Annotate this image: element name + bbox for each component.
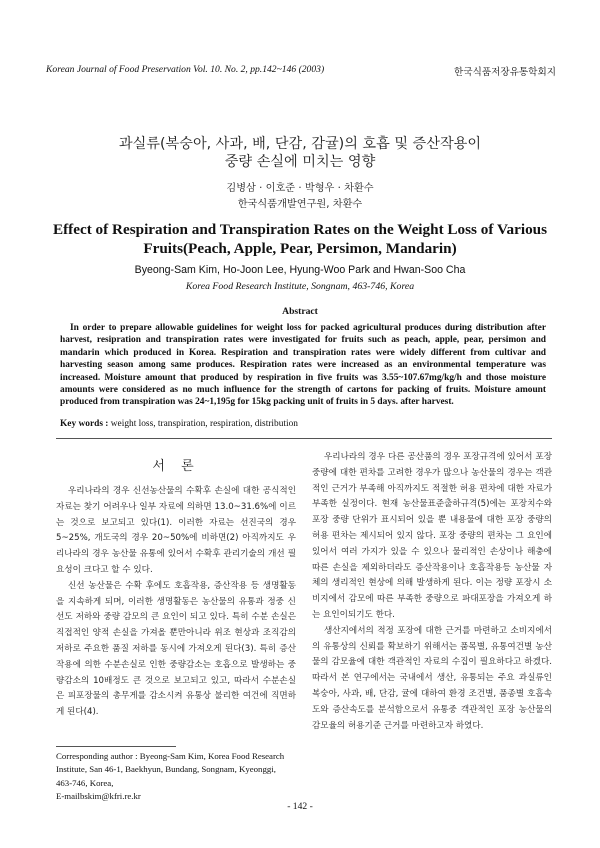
- korean-title-line-2: 중량 손실에 미치는 영향: [224, 154, 376, 170]
- english-title-line-2: Fruits(Peach, Apple, Pear, Persimon, Mandarin): [143, 240, 457, 257]
- footnote-line-3: 463-746, Korea,: [56, 777, 114, 788]
- corresponding-author-footnote: [56, 750, 298, 804]
- journal-citation: Korean Journal of Food Preservation Vol. 10. No. 2, pp.142~146 (2003): [46, 64, 325, 75]
- footnote-divider: [56, 746, 176, 747]
- abstract-text: In order to prepare allowable guidelines for weight loss for packed agricultural produces during distribution after harvest, resipration and transpiration rates were investigated for fruits such as peach, apple, pear, persimon and mandarin which produced in Korea. Respiration and transpiration rates were widely different from cultivar and harvesting season among same produces. Respiration rates were increased as an environmental temperature was increased. Moisture amount that produced by respiration in five fruits was 3.55~107.67mg/kg/h and those moisture amounts were considered as no much influence for the strength of cartons for packing of fruits. Moisture amount produced from transpiration was 24~1,195g for 15kg packing unit of fruits in 5 days. after harvest.: [60, 323, 546, 408]
- korean-affiliation: 한국식품개발연구원, 차환수: [237, 199, 363, 210]
- section-divider: [56, 438, 552, 439]
- footnote-line-1: Corresponding author : Byeong-Sam Kim, Korea Food Research: [56, 751, 285, 761]
- section-title: 서 론: [152, 459, 200, 474]
- footnote-line-2: Institute, San 46-1, Baekhyun, Bundang, Songnam, Kyeonggi,: [56, 764, 276, 775]
- keywords-label: Key words :: [60, 419, 109, 429]
- english-affiliation: Korea Food Research Institute, Songnam, 463-746, Korea: [185, 281, 415, 292]
- right-paragraph-1: 우리나라의 경우 다른 공산품의 경우 포장규격에 있어서 포장 중량에 대한 편차를 고려한 경우가 많으나 농산물의 경우는 객관적인 근거가 부족해 아직까지도 적절한 허용 편차에 대한 자료가 부족한 실정이다. 현재 농산물표준출하규격(5)에는 포장치수와 포장 중량 단위가 표시되어 있을 뿐 내용물에 대한 포장 중량의 허용 편차는 제시되어 있지 않다. 포장 중량의 편차는 그 요인에 있어서 여러 가지가 있을 수 있으나 물리적인 손상이나 해충에 따른 손실을 제외하더라도 증산작용이나 호흡작용등 농산물 자체의 생리적인 현상에 의해 발생하게 된다. 이는 정량 포장시 소비지에서 감모에 따른 부족한 중량으로 파대포장을 가져오게 하는 요인이되기도 한다.: [312, 452, 552, 620]
- page-number: - 142 -: [287, 801, 313, 812]
- korean-title-line-1: 과실류(복숭아, 사과, 배, 단감, 감귤)의 호흡 및 증산작용이: [118, 136, 482, 152]
- right-column: [312, 450, 552, 734]
- keywords: [60, 419, 298, 429]
- korean-authors: 김병삼 · 이호준 · 박형우 · 차환수: [226, 183, 374, 194]
- footnote-email[interactable]: E-mailbskim@kfri.re.kr: [56, 791, 141, 802]
- right-paragraph-2: 생산지에서의 적정 포장에 대한 근거를 마련하고 소비지에서의 유통상의 신뢰를 확보하기 위해서는 품목별, 유통여건별 농산물의 감모율에 대한 객관적인 자료의 수집이 필요하다고 하겠다. 따라서 본 연구에서는 국내에서 생산, 유통되는 주요 과실류인 복숭아, 사과, 배, 단감, 귤에 대하여 환경 조건별, 품종별 호흡속도와 증산속도를 분석함으로서 유통중 객관적인 포장 농산물의 감모율의 허용기준 근거를 마련하고자 하였다.: [312, 625, 552, 731]
- english-authors: Byeong-Sam Kim, Ho-Joon Lee, Hyung-Woo Park and Hwan-Soo Cha: [134, 264, 466, 276]
- left-column: [56, 484, 296, 721]
- left-paragraph-2: 신선 농산물은 수확 후에도 호흡작용, 증산작용 등 생명활동을 지속하게 되며, 이러한 생명활동은 농산물의 유통과 정중 신선도 저하와 중량 감모의 큰 요인이 되고 있다. 특히 수분 손실은 직접적인 양적 손실을 가져올 뿐만아니라 위조 현상과 조직감의 저하로 주요한 품질 저하를 동시에 가져오게 된다(3). 특히 증산작용에 의한 수분손실로 인한 중량감소는 호흡으로 발생하는 중량감소의 10배정도 큰 것으로 보고되고 있고, 따라서 수분손실은 피포장물의 총무게를 감소시켜 유통상 불리한 여건에 직면하게 된다(4).: [56, 580, 296, 718]
- english-title-line-1: Effect of Respiration and Transpiration Rates on the Weight Loss of Various: [52, 221, 548, 238]
- abstract-heading: Abstract: [282, 306, 318, 317]
- keywords-value: weight loss, transpiration, respiration, distribution: [110, 419, 298, 429]
- left-paragraph-1: 우리나라의 경우 신선농산물의 수확후 손실에 대한 공식적인 자료는 찾기 어려우나 일부 자료에 의하면 13.0~31.6%에 이르는 것으로 보고되고 있다(1). 이러한 자료는 선진국의 경우 5~25%, 개도국의 경우 20~50%에 비하면(2) 아직까지도 우리나라의 경우 농산물 유통에 있어서 수확후 관리기술의 개선 필요성이 크다고 할 수 있다.: [56, 486, 296, 575]
- society-name: 한국식품저장유통학회지: [454, 67, 556, 78]
